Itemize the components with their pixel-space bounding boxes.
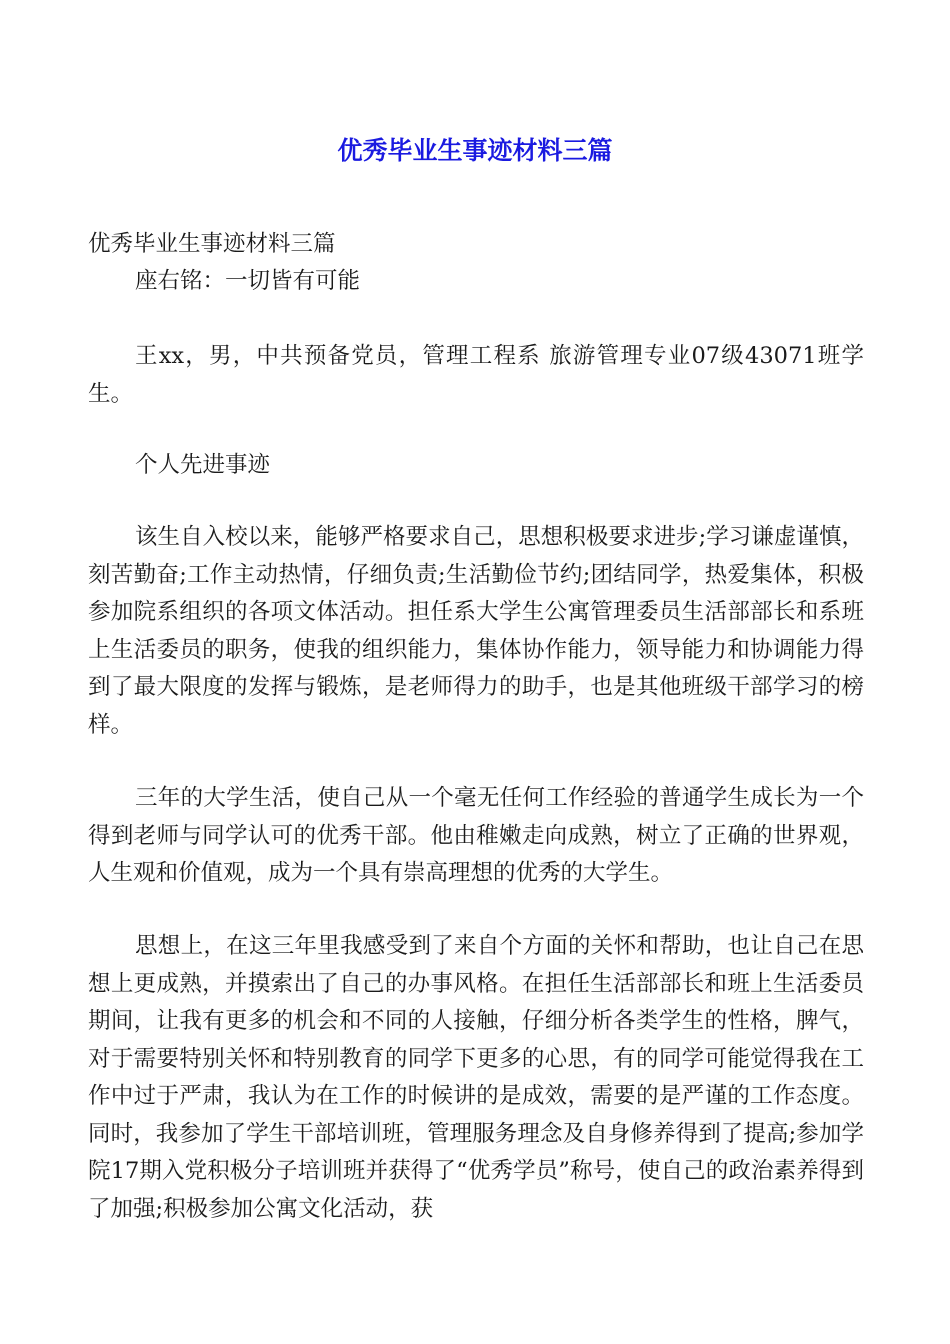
motto-line: 座右铭：一切皆有可能 — [135, 268, 361, 294]
document-subtitle: 优秀毕业生事迹材料三篇 — [88, 231, 336, 257]
intro-paragraph: 王xx，男，中共预备党员，管理工程系 旅游管理专业07级43071班学生。 — [88, 343, 864, 407]
document-title: 优秀毕业生事迹材料三篇 — [337, 136, 613, 165]
body-paragraph: 思想上，在这三年里我感受到了来自个方面的关怀和帮助，也让自己在思想上更成熟，并摸索出了自己的办事风格。在担任生活部部长和班上生活委员期间，让我有更多的机会和不同的人接触，仔细分析各类学生的性格，脾气，对于需要特别关怀和特别教育的同学下更多的心思，有的同学可能觉得我在工作中过于严肃，我认为在工作的时候讲的是成效，需要的是严谨的工作态度。同时，我参加了学生干部培训班，管理服务理念及自身修养得到了提高;参加学院17期入党积极分子培训班并获得了“优秀学员”称号，使自己的政治素养得到了加强;积极参加公寓文化活动，获 — [88, 933, 864, 1222]
body-paragraph: 三年的大学生活，使自己从一个毫无任何工作经验的普通学生成长为一个得到老师与同学认可的优秀干部。他由稚嫩走向成熟，树立了正确的世界观，人生观和价值观，成为一个具有崇高理想的优秀的大学生。 — [88, 785, 864, 886]
body-paragraph: 该生自入校以来，能够严格要求自己，思想积极要求进步;学习谦虚谨慎，刻苦勤奋;工作主动热情，仔细负责;生活勤俭节约;团结同学，热爱集体，积极参加院系组织的各项文体活动。担任系大学生公寓管理委员生活部部长和系班上生活委员的职务，使我的组织能力，集体协作能力，领导能力和协调能力得到了最大限度的发挥与锻炼，是老师得力的助手，也是其他班级干部学习的榜样。 — [88, 524, 864, 738]
section-heading: 个人先进事迹 — [135, 452, 271, 478]
